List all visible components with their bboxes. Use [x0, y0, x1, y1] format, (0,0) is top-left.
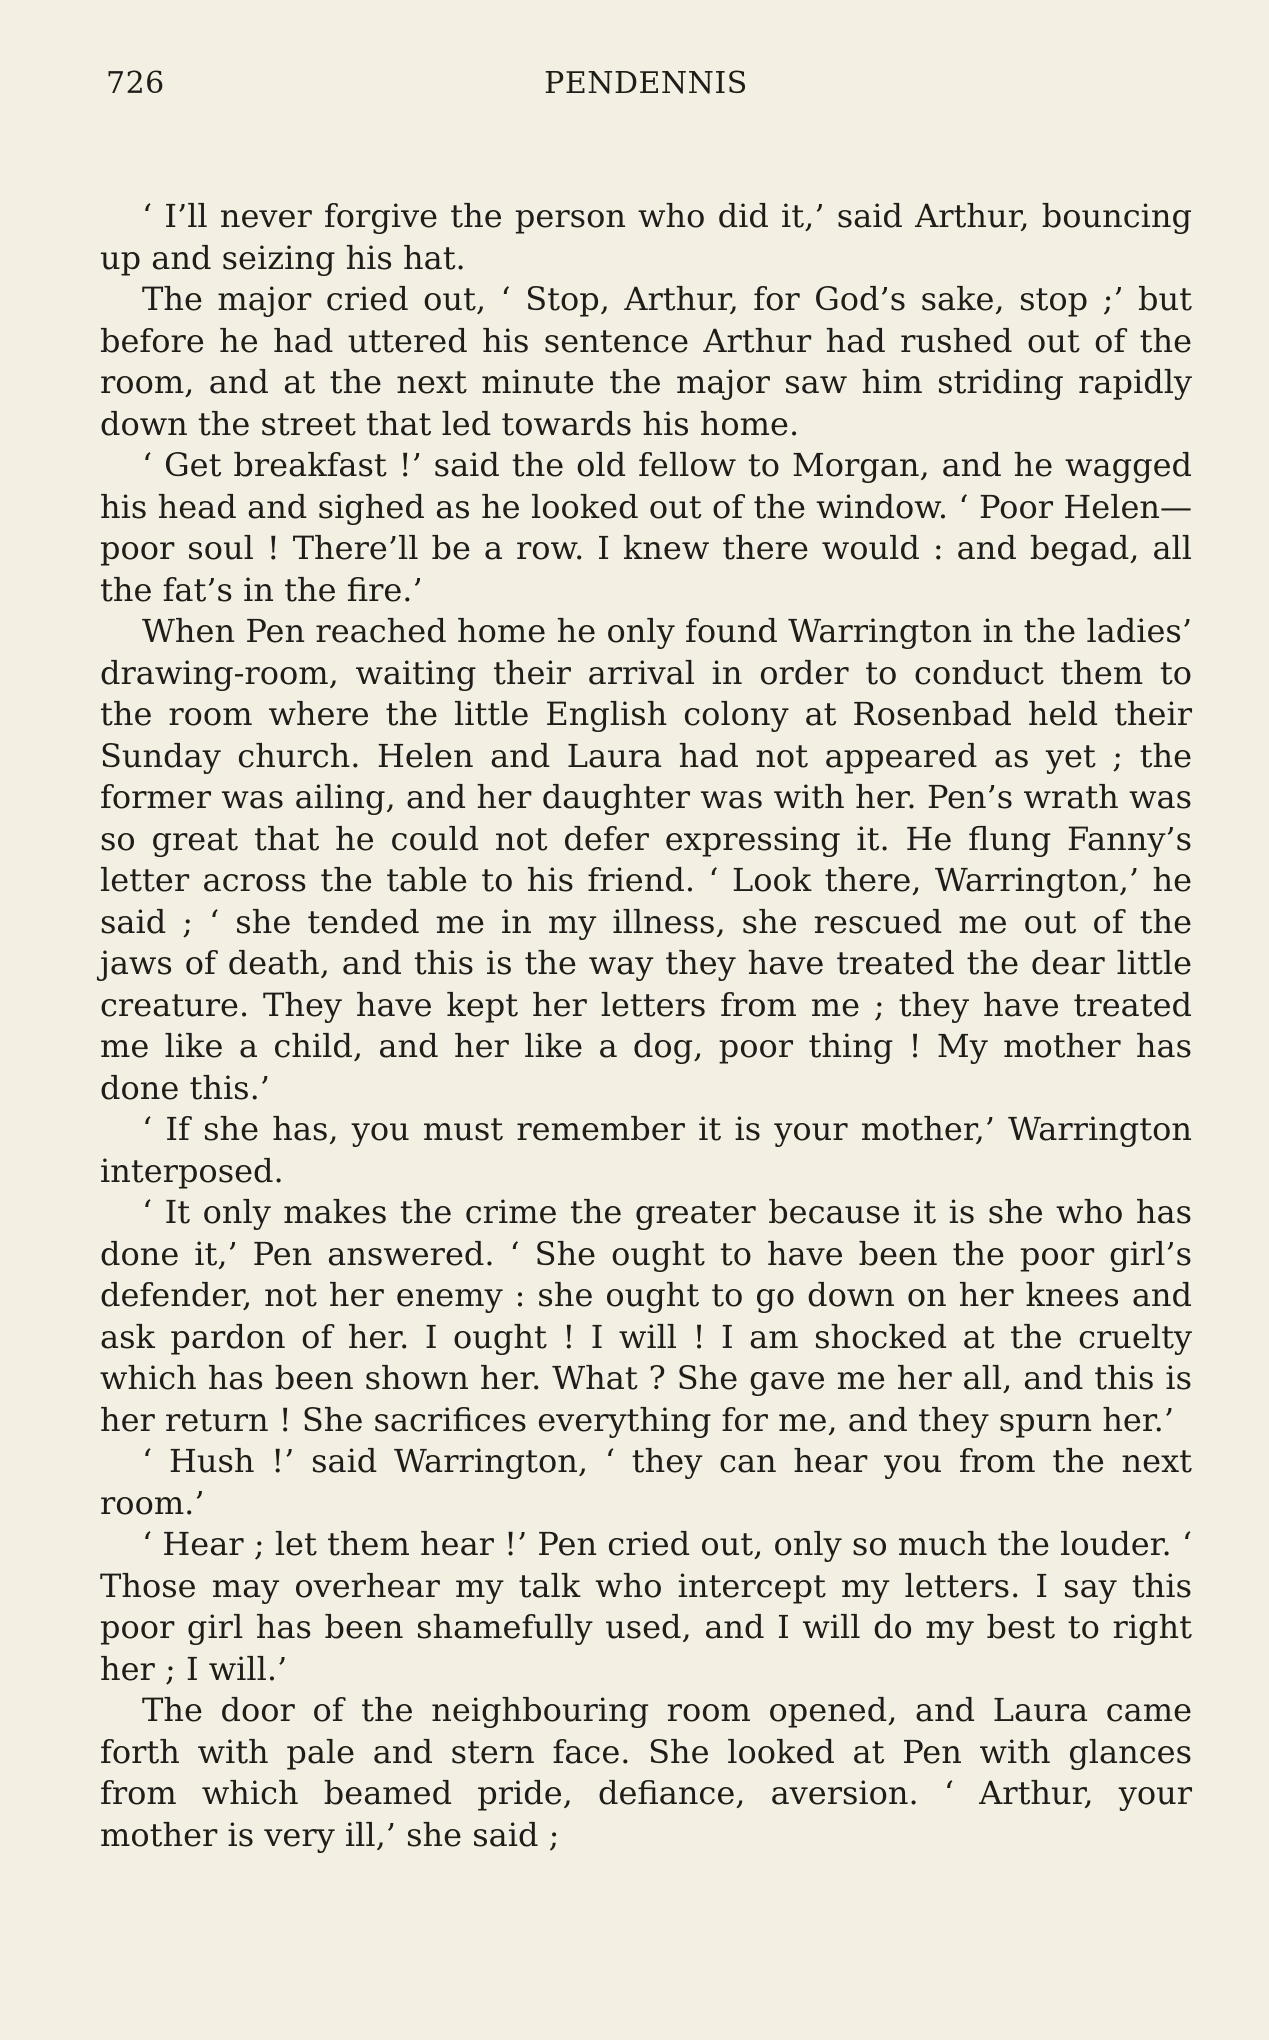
paragraph: When Pen reached home he only found Warrington in the ladies’ drawing-room, waiting their arrival in order to conduct them to the room where the little English colony at Rosenbad held their Sunday church. Helen and Laura had not appeared as yet ; the former was ailing, and her daughter was with her. Pen’s wrath was so great that he could not defer expressing it. He flung Fanny’s letter across the table to his friend. ‘ Look there, Warrington,’ he said ; ‘ she tended me in my illness, she rescued me out of the jaws of death, and this is the way they have treated the dear little creature. They have kept her letters from me ; they have treated me like a child, and her like a dog, poor thing ! My mother has done this.’: [100, 612, 1192, 1107]
page-header: [100, 60, 1192, 108]
paragraph: The major cried out, ‘ Stop, Arthur, for God’s sake, stop ;’ but before he had uttered his sentence Arthur had rushed out of the room, and at the next minute the major saw him striding rapidly down the street that led towards his home.: [100, 280, 1192, 443]
paragraph: ‘ Hear ; let them hear !’ Pen cried out, only so much the louder. ‘ Those may overhear my talk who intercept my letters. I say this poor girl has been shamefully used, and I will do my best to right her ; I will.’: [100, 1525, 1192, 1688]
paragraph: ‘ I’ll never forgive the person who did it,’ said Arthur, bouncing up and seizing his hat.: [100, 197, 1192, 277]
paragraph: ‘ If she has, you must remember it is your mother,’ Warrington interposed.: [100, 1110, 1192, 1190]
running-title: PENDENNIS: [544, 66, 748, 101]
paragraph: ‘ It only makes the crime the greater because it is she who has done it,’ Pen answered. ‘ She ought to have been the poor girl’s defender, not her enemy : she ought to go down on her knees and ask pardon of her. I ought ! I will ! I am shocked at the cruelty which has been shown her. What ? She gave me her all, and this is her return ! She sacrifices everything for me, and they spurn her.’: [100, 1193, 1192, 1439]
paragraph: ‘ Hush !’ said Warrington, ‘ they can hear you from the next room.’: [100, 1442, 1192, 1522]
book-page: [100, 60, 1192, 1856]
paragraph: ‘ Get breakfast !’ said the old fellow to Morgan, and he wagged his head and sighed as he looked out of the window. ‘ Poor Helen—poor soul ! There’ll be a row. I knew there would : and begad, all the fat’s in the fire.’: [100, 446, 1192, 609]
paragraph: The door of the neighbouring room opened, and Laura came forth with pale and stern face. She looked at Pen with glances from which beamed pride, defiance, aversion. ‘ Arthur, your mother is very ill,’ she said ;: [100, 1691, 1192, 1854]
body-text: [100, 196, 1192, 1856]
page-number: 726: [106, 66, 165, 101]
